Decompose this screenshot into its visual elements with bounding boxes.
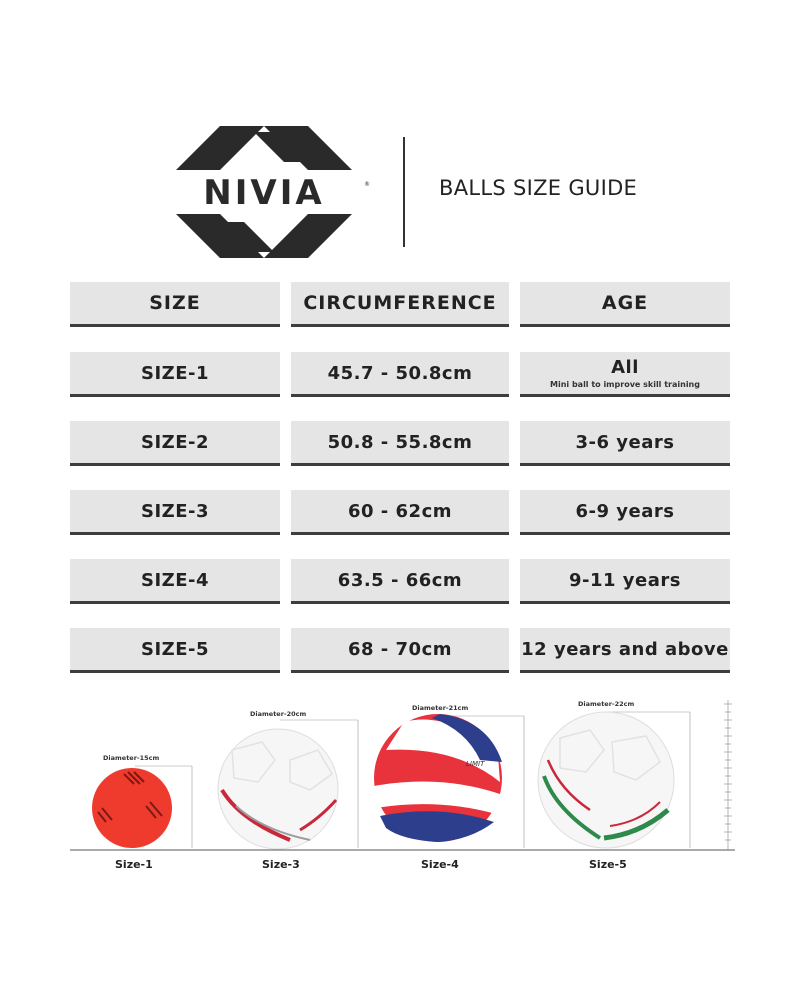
header-cell-circumference: CIRCUMFERENCE [291,282,509,327]
ball-size-3 [218,720,358,849]
diameter-label-size-1: Diameter-15cm [103,754,160,762]
table-row-3-size: SIZE-3 [70,490,280,535]
table-row-2-size: SIZE-2 [70,421,280,466]
ball-size-5 [538,712,690,848]
ball-label-size-1: Size-1 [115,858,153,871]
svg-text:NIVIA: NIVIA [203,173,325,213]
ball-size-1 [92,766,192,848]
table-row-4-age: 9-11 years [520,559,730,604]
diameter-label-size-3: Diameter-20cm [250,710,307,718]
ball-label-size-4: Size-4 [421,858,459,871]
ball-label-size-5: Size-5 [589,858,627,871]
ruler [724,700,732,850]
ball-label-size-3: Size-3 [262,858,300,871]
age-note: Mini ball to improve skill training [550,380,700,389]
table-row-3-circumference: 60 - 62cm [291,490,509,535]
table-row-4-circumference: 63.5 - 66cm [291,559,509,604]
header-cell-size: SIZE [70,282,280,327]
table-row-5-age: 12 years and above [520,628,730,673]
table-row-5-size: SIZE-5 [70,628,280,673]
table-row-4-size: SIZE-4 [70,559,280,604]
diameter-label-size-4: Diameter-21cm [412,704,469,712]
page-title: BALLS SIZE GUIDE [439,176,638,200]
header-divider [403,137,405,247]
diameter-label-size-5: Diameter-22cm [578,700,635,708]
ball-comparison [0,690,800,890]
svg-text:LIMIT: LIMIT [466,760,485,768]
table-row-3-age: 6-9 years [520,490,730,535]
svg-text:®: ® [364,181,370,188]
header [0,0,800,270]
ball-size-4 [374,714,524,848]
table-row-1-age: All Mini ball to improve skill training [520,352,730,397]
header-cell-age: AGE [520,282,730,327]
table-row-2-age: 3-6 years [520,421,730,466]
table-row-5-circumference: 68 - 70cm [291,628,509,673]
table-row-1-circumference: 45.7 - 50.8cm [291,352,509,397]
table-row-1-size: SIZE-1 [70,352,280,397]
table-row-2-circumference: 50.8 - 55.8cm [291,421,509,466]
nivia-logo [158,122,370,262]
